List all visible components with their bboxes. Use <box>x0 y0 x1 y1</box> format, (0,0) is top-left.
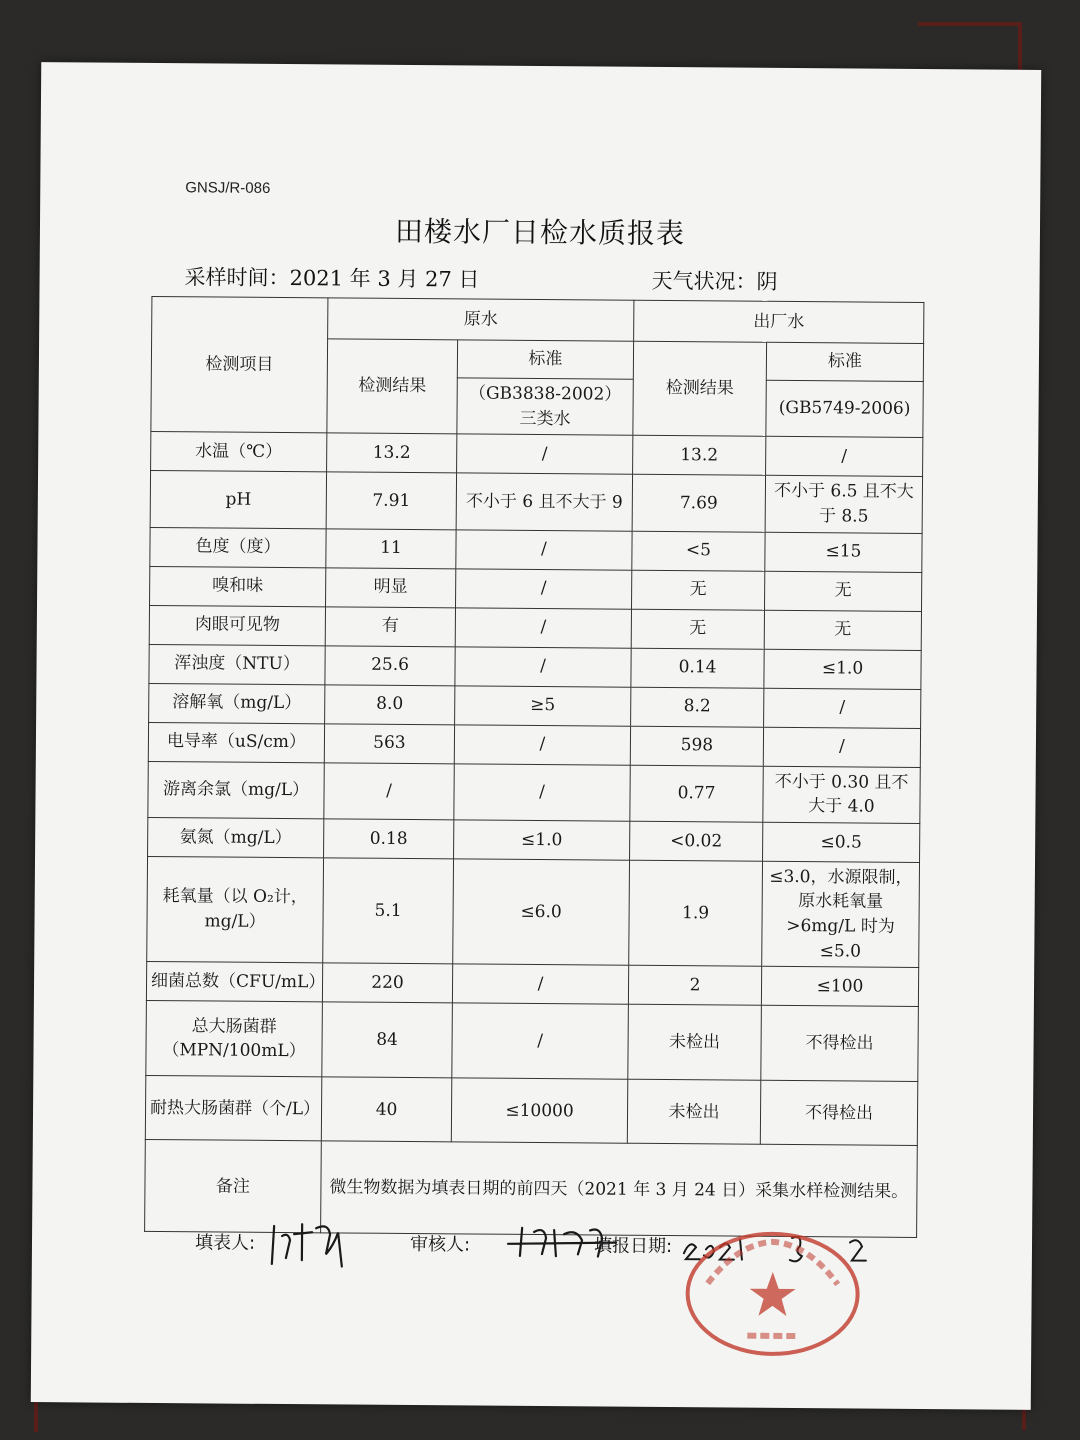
weather-status: 天气状况：阴 <box>651 268 778 294</box>
cell-out-std: ≤0.5 <box>763 822 920 862</box>
table-row <box>148 722 920 767</box>
cell-raw-std: ≤10000 <box>451 1078 627 1143</box>
header-out-standard-code: (GB5749-2006) <box>766 380 923 438</box>
cell-raw-result: 40 <box>321 1077 451 1142</box>
cell-out-std: 无 <box>764 571 921 611</box>
header-raw-water: 原水 <box>328 298 634 341</box>
cell-out-std: ≤3.0，水源限制，原水耗氧量>6mg/L 时为≤5.0 <box>762 861 920 968</box>
cell-raw-std: / <box>455 607 631 647</box>
report-title: 田楼水厂日检水质报表 <box>394 214 686 251</box>
remark-label: 备注 <box>145 1140 322 1233</box>
cell-item: 肉眼可见物 <box>149 605 325 645</box>
cell-raw-std: 不小于 6 且不大于 9 <box>456 473 632 531</box>
table-row <box>146 1001 919 1082</box>
cell-raw-std: / <box>454 724 630 764</box>
cell-raw-std: ≥5 <box>455 685 631 725</box>
official-seal <box>677 1223 868 1364</box>
table-row <box>147 856 920 968</box>
header-raw-standard-code <box>457 378 633 436</box>
cell-raw-std: / <box>452 964 628 1004</box>
cell-out-std: 不小于 6.5 且不大于 8.5 <box>765 476 922 534</box>
header-item: 检测项目 <box>151 296 328 433</box>
cell-raw-result: 220 <box>322 963 452 1003</box>
date-label: 填报日期: <box>593 1235 673 1258</box>
cell-item: 电导率（uS/cm） <box>148 722 324 762</box>
table-row <box>146 962 918 1007</box>
cell-raw-result: 7.91 <box>326 472 456 529</box>
cell-item: 游离余氯（mg/L） <box>148 761 324 819</box>
cell-raw-result: 563 <box>324 723 454 763</box>
cell-out-result: <5 <box>632 531 765 571</box>
cell-out-std: ≤15 <box>765 532 922 572</box>
remark-text: 微生物数据为填表日期的前四天（2021 年 3 月 24 日）采集水样检测结果。 <box>321 1141 918 1238</box>
document-code: GNSJ/R-086 <box>185 179 271 197</box>
cell-out-result: 2 <box>628 966 761 1006</box>
table-row <box>150 527 922 572</box>
cell-raw-std: ≤6.0 <box>453 859 630 966</box>
filler-label: 填表人: <box>194 1232 256 1254</box>
header-out-water: 出厂水 <box>634 300 924 343</box>
cell-raw-result: 13.2 <box>327 433 457 473</box>
header-out-result: 检测结果 <box>633 341 767 436</box>
cell-raw-result: 11 <box>326 528 456 568</box>
cell-item: 水温（℃） <box>151 432 327 472</box>
cell-raw-std: / <box>455 646 631 686</box>
cell-out-result: <0.02 <box>630 821 763 861</box>
cell-raw-std: / <box>456 568 632 608</box>
reviewer-signature <box>504 1216 624 1267</box>
reviewer-label: 审核人: <box>409 1234 471 1256</box>
cell-out-result: 0.77 <box>630 765 763 822</box>
cell-out-std: 不得检出 <box>761 1006 919 1082</box>
table-row <box>145 1076 917 1146</box>
header-out-standard: 标准 <box>766 342 923 381</box>
header-raw-result: 检测结果 <box>327 339 458 434</box>
cell-item: 细菌总数（CFU/mL） <box>146 962 322 1002</box>
cell-out-std: / <box>763 727 920 767</box>
filler-signature <box>268 1214 358 1275</box>
cell-item: 嗅和味 <box>150 566 326 606</box>
cell-raw-result: 25.6 <box>325 645 455 685</box>
cell-out-result: 未检出 <box>627 1080 760 1145</box>
table-row <box>149 605 921 650</box>
cell-item: 色度（度） <box>150 527 326 567</box>
table-row <box>148 761 920 823</box>
cell-out-std: / <box>764 688 921 728</box>
cell-item: 总大肠菌群（MPN/100mL） <box>146 1001 323 1077</box>
cell-raw-result: 5.1 <box>323 858 454 965</box>
cell-out-result: 无 <box>631 609 764 649</box>
header-raw-standard: 标准 <box>457 340 633 379</box>
cell-raw-std: / <box>452 1003 629 1079</box>
cell-raw-std: / <box>456 529 632 569</box>
table-row <box>151 432 923 477</box>
cell-out-std: 无 <box>764 610 921 650</box>
cell-raw-std: / <box>457 434 633 474</box>
cell-item: 耗氧量（以 O₂计，mg/L） <box>147 856 324 963</box>
cell-out-std: ≤100 <box>761 967 918 1007</box>
table-row <box>149 683 921 728</box>
cell-raw-result: 明显 <box>326 567 456 607</box>
cell-item: 溶解氧（mg/L） <box>149 683 325 723</box>
cell-out-std: / <box>766 437 923 477</box>
cell-out-result: 598 <box>630 726 763 766</box>
table-row <box>150 471 922 533</box>
cell-out-result: 未检出 <box>628 1005 762 1081</box>
table-row <box>150 566 922 611</box>
cell-item: 浑浊度（NTU） <box>149 644 325 684</box>
cell-out-result: 0.14 <box>631 648 764 688</box>
cell-raw-std: / <box>454 763 630 821</box>
water-quality-table <box>144 296 924 1238</box>
table-row <box>149 644 921 689</box>
raw-std-class: 三类水 <box>519 408 571 429</box>
cell-out-result: 无 <box>632 570 765 610</box>
cell-raw-result: 有 <box>325 606 455 646</box>
cell-item: 耐热大肠菌群（个/L） <box>145 1076 321 1141</box>
cell-raw-result: 0.18 <box>324 819 454 859</box>
cell-out-result: 13.2 <box>633 436 766 476</box>
report-paper <box>31 62 1041 1410</box>
cell-out-std: ≤1.0 <box>764 649 921 689</box>
cell-item: 氨氮（mg/L） <box>148 817 324 857</box>
raw-std-code: （GB3838-2002） <box>468 383 622 405</box>
cell-out-result: 1.9 <box>629 860 763 967</box>
cell-out-result: 8.2 <box>631 687 764 727</box>
cell-out-std: 不得检出 <box>760 1081 917 1146</box>
cell-out-std: 不小于 0.30 且不大于 4.0 <box>763 766 920 824</box>
cell-raw-result: 8.0 <box>325 684 455 724</box>
cell-raw-result: / <box>324 762 454 819</box>
table-row <box>148 817 920 862</box>
sample-time: 采样时间：2021 年 3 月 27 日 <box>184 265 480 292</box>
cell-raw-result: 84 <box>322 1002 453 1078</box>
cell-raw-std: ≤1.0 <box>454 820 630 860</box>
cell-item: pH <box>150 471 326 529</box>
cell-out-result: 7.69 <box>632 475 765 532</box>
